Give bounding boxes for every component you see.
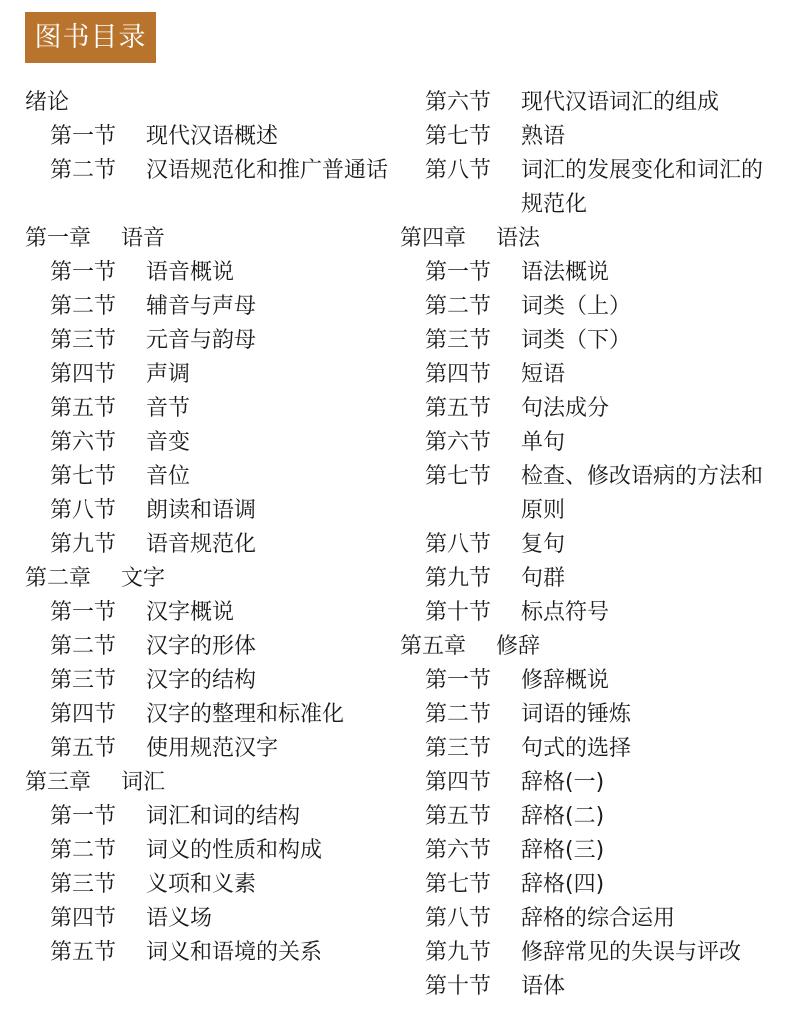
section-title: 语法概说 [521,260,610,285]
toc-section-entry [25,936,400,970]
section-title: 词汇和词的结构 [146,804,301,829]
toc-section-entry [400,426,785,460]
section-number: 第九节 [425,940,492,965]
toc-section-entry [400,698,785,732]
section-number: 第七节 [425,124,492,149]
toc-section-entry [25,868,400,902]
toc-section-entry [25,120,400,154]
section-number: 第二节 [50,838,117,863]
section-title: 音变 [146,430,191,455]
section-title: 词义的性质和构成 [146,838,323,863]
section-title: 语音规范化 [146,532,257,557]
section-title: 汉字的形体 [146,634,257,659]
toc-section-entry [400,528,785,562]
toc-chapter-entry [25,562,400,596]
section-title: 辅音与声母 [146,294,257,319]
chapter-title: 语法 [496,226,541,251]
toc-section-entry [25,698,400,732]
toc-section-entry [25,324,400,358]
toc-section-entry [400,562,785,596]
section-number: 第三节 [425,736,492,761]
toc-section-entry [25,834,400,868]
section-title: 熟语 [521,124,566,149]
toc-section-entry [400,392,785,426]
section-number: 第二节 [50,158,117,183]
section-title: 语体 [521,974,566,999]
chapter-title: 文字 [121,566,166,591]
toc-section-entry [25,630,400,664]
toc-section-entry [400,732,785,766]
chapter-number: 第二章 [25,566,92,591]
section-number: 第六节 [425,430,492,455]
section-number: 第六节 [425,838,492,863]
chapter-title: 词汇 [121,770,166,795]
section-title: 汉语规范化和推广普通话 [146,158,389,183]
toc-right-column [400,86,785,1004]
section-title: 音节 [146,396,191,421]
chapter-number: 第五章 [400,634,467,659]
section-number: 第八节 [425,158,492,183]
toc-chapter-entry [25,766,400,800]
section-title: 音位 [146,464,191,489]
toc-section-entry [25,392,400,426]
toc-section-entry [400,800,785,834]
chapter-title: 语音 [121,226,166,251]
section-number: 第五节 [425,396,492,421]
chapter-title: 修辞 [496,634,541,659]
section-title: 使用规范汉字 [146,736,279,761]
section-number: 第四节 [50,362,117,387]
section-number: 第五节 [50,940,117,965]
toc-chapter-entry [400,630,785,664]
section-title: 标点符号 [521,600,610,625]
section-title: 句群 [521,566,566,591]
toc-left-column [25,86,400,970]
toc-section-entry [25,460,400,494]
section-number: 第一节 [425,260,492,285]
toc-section-entry [25,800,400,834]
toc-section-entry [400,902,785,936]
section-title: 复句 [521,532,566,557]
section-number: 第四节 [50,906,117,931]
section-title: 辞格的综合运用 [521,906,676,931]
toc-section-entry [400,596,785,630]
section-number: 第二节 [50,634,117,659]
section-title: 声调 [146,362,191,387]
section-number: 第四节 [425,770,492,795]
section-title: 单句 [521,430,566,455]
section-number: 第一节 [425,668,492,693]
section-number: 第九节 [425,566,492,591]
toc-section-entry [25,358,400,392]
section-title: 语音概说 [146,260,235,285]
section-title: 检查、修改语病的方法和原则 [521,464,764,523]
toc-section-entry [400,256,785,290]
section-number: 第三节 [425,328,492,353]
section-number: 第九节 [50,532,117,557]
toc-section-entry [25,664,400,698]
section-number: 第五节 [50,396,117,421]
section-number: 第一节 [50,124,117,149]
section-number: 第七节 [50,464,117,489]
toc-section-entry [400,324,785,358]
section-title: 短语 [521,362,566,387]
section-title: 句法成分 [521,396,610,421]
toc-section-entry [25,426,400,460]
toc-section-entry [400,358,785,392]
toc-section-entry [25,290,400,324]
toc-section-entry [25,596,400,630]
section-number: 第二节 [425,294,492,319]
toc-section-entry [400,154,785,222]
toc-section-entry [25,494,400,528]
section-title: 汉字的结构 [146,668,257,693]
section-number: 第八节 [50,498,117,523]
section-number: 第一节 [50,804,117,829]
section-number: 第四节 [50,702,117,727]
chapter-number: 第一章 [25,226,92,251]
section-title: 辞格(四) [521,872,605,897]
toc-section-entry [400,936,785,970]
section-number: 第七节 [425,464,492,489]
section-number: 第三节 [50,872,117,897]
section-title: 语义场 [146,906,213,931]
toc-section-entry [25,256,400,290]
section-title: 句式的选择 [521,736,632,761]
chapter-number: 第三章 [25,770,92,795]
section-title: 元音与韵母 [146,328,257,353]
section-number: 第四节 [425,362,492,387]
toc-chapter-entry [25,222,400,256]
section-number: 第八节 [425,532,492,557]
section-number: 第三节 [50,668,117,693]
section-title: 词类（下） [521,328,632,353]
chapter-number: 绪论 [25,90,70,115]
section-title: 辞格(二) [521,804,605,829]
toc-section-entry [400,120,785,154]
section-number: 第十节 [425,600,492,625]
section-number: 第一节 [50,600,117,625]
toc-section-entry [400,868,785,902]
section-number: 第一节 [50,260,117,285]
toc-section-entry [25,902,400,936]
chapter-number: 第四章 [400,226,467,251]
section-title: 词汇的发展变化和词汇的规范化 [521,158,764,217]
section-number: 第三节 [50,328,117,353]
section-number: 第六节 [50,430,117,455]
section-title: 现代汉语词汇的组成 [521,90,720,115]
section-number: 第八节 [425,906,492,931]
section-title: 现代汉语概述 [146,124,279,149]
section-number: 第五节 [50,736,117,761]
section-title: 词类（上） [521,294,632,319]
toc-section-entry [400,766,785,800]
toc-chapter-entry [25,86,400,120]
toc-chapter-entry [400,222,785,256]
section-title: 词义和语境的关系 [146,940,323,965]
section-title: 修辞常见的失误与评改 [521,940,742,965]
toc-section-entry [400,970,785,1004]
section-title: 义项和义素 [146,872,257,897]
section-number: 第二节 [50,294,117,319]
section-title: 汉字概说 [146,600,235,625]
section-title: 朗读和语调 [146,498,257,523]
section-number: 第十节 [425,974,492,999]
section-number: 第六节 [425,90,492,115]
toc-section-entry [400,86,785,120]
toc-section-entry [400,460,785,528]
section-title: 辞格(一) [521,770,605,795]
toc-section-entry [400,834,785,868]
section-title: 修辞概说 [521,668,610,693]
toc-section-entry [25,732,400,766]
toc-section-entry [25,528,400,562]
section-title: 辞格(三) [521,838,605,863]
section-number: 第二节 [425,702,492,727]
toc-section-entry [400,290,785,324]
catalog-title-badge: 图书目录 [25,12,156,63]
section-number: 第五节 [425,804,492,829]
section-title: 词语的锤炼 [521,702,632,727]
toc-section-entry [25,154,400,222]
toc-section-entry [400,664,785,698]
section-number: 第七节 [425,872,492,897]
section-title: 汉字的整理和标准化 [146,702,345,727]
